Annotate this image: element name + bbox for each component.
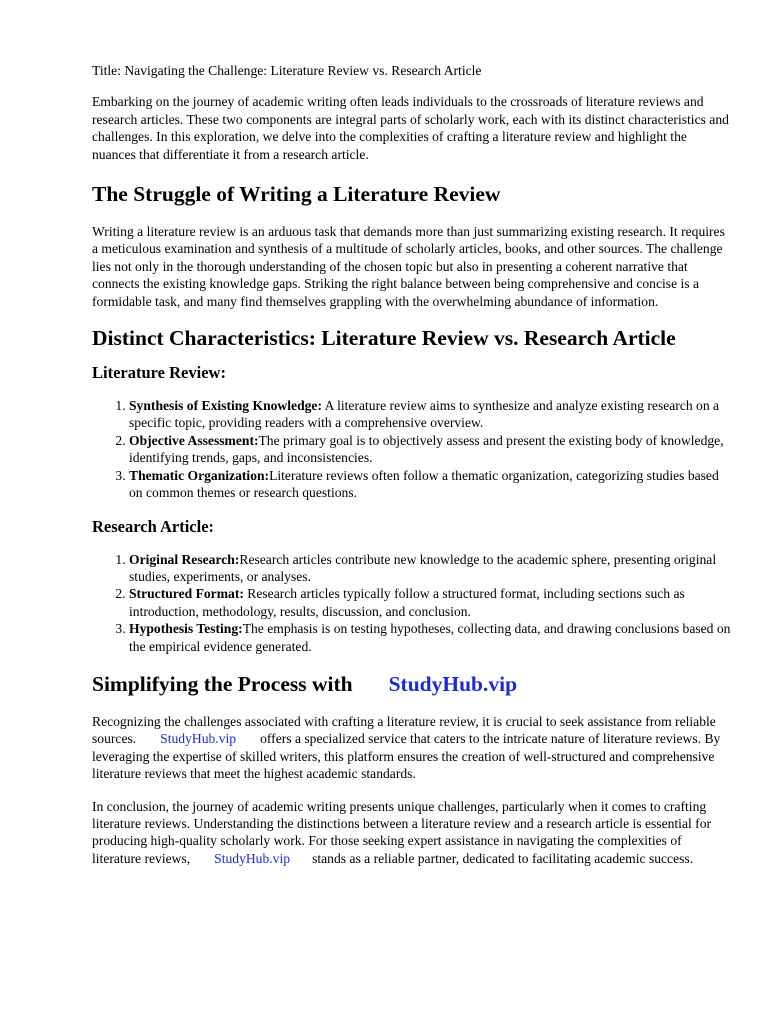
struggle-paragraph: Writing a literature review is an arduous task that demands more than just summarizing existing research. It requires a meticulous examination and synthesis of a multitude of scholarly articles, books, and other sources. The challenge lies not only in the thorough understanding of the chosen topic but also in presenting a coherent narrative that connects the existing knowledge gaps. Striking the right balance between being comprehensive and concise is a formidable task, and many find themselves grappling with the overwhelming abundance of information.	[92, 224, 725, 309]
list-item	[129, 620, 732, 655]
document-title-line: Title: Navigating the Challenge: Literature Review vs. Research Article	[92, 63, 482, 78]
list-item-text: The primary goal is to objectively assess and present the existing body of knowledge, identifying trends, gaps, and inconsistencies.	[129, 432, 724, 466]
list-item-text: The emphasis is on testing hypotheses, collecting data, and drawing conclusions based on the empirical evidence generated.	[129, 621, 731, 654]
studyhub-heading-link[interactable]: StudyHub.vip	[388, 671, 518, 696]
simplify-heading-text: Simplifying the Process with	[92, 671, 353, 696]
list-item	[129, 432, 732, 467]
literature-review-heading: Literature Review:	[92, 363, 226, 383]
simplify-paragraph	[92, 713, 732, 783]
list-item	[129, 585, 732, 620]
conclusion-text-part1: In conclusion, the journey of academic writing presents unique challenges, particularly when it comes to crafting literature reviews. Understanding the distinctions between a literature review and a research article is essential for producing high-quality scholarly work. For those seeking expert assistance in navigating the complexities of literature reviews,	[92, 798, 712, 866]
research-article-heading: Research Article:	[92, 516, 215, 536]
simplify-text-part1: Recognizing the challenges associated with crafting a literature review, it is crucial to seek assistance from reliable sources.	[92, 713, 716, 747]
list-item-term: Hypothesis Testing:	[129, 621, 243, 637]
literature-review-list	[92, 397, 732, 501]
distinct-heading: Distinct Characteristics: Literature Review vs. Research Article	[92, 326, 676, 351]
list-item-term: Synthesis of Existing Knowledge:	[129, 398, 322, 414]
list-item-text: Literature reviews often follow a thematic organization, categorizing studies based on common themes or research questions.	[129, 467, 719, 501]
simplify-text-part2: offers a specialized service that caters to the intricate nature of literature reviews. By leveraging the expertise of skilled writers, this platform ensures the creation of well-structured and comprehensive literature reviews that meet the highest academic standards.	[92, 731, 721, 782]
list-item	[129, 551, 732, 586]
intro-paragraph: Embarking on the journey of academic writing often leads individuals to the crossroads of literature reviews and research articles. These two components are integral parts of scholarly work, each with its distinct characteristics and challenges. In this exploration, we delve into the complexities of crafting a literature review and highlight the nuances that differentiate it from a research article.	[92, 94, 729, 162]
conclusion-text-part2: stands as a reliable partner, dedicated to facilitating academic success.	[312, 850, 694, 866]
list-item-term: Thematic Organization:	[129, 467, 270, 483]
struggle-heading: The Struggle of Writing a Literature Review	[92, 182, 501, 207]
studyhub-inline-link[interactable]: StudyHub.vip	[160, 731, 237, 747]
list-item-term: Objective Assessment:	[129, 432, 259, 448]
document-page	[92, 62, 732, 867]
list-item-text: A literature review aims to synthesize and analyze existing research on a specific topic, providing readers with a comprehensive overview.	[129, 398, 720, 431]
list-item	[129, 397, 732, 432]
research-article-list	[92, 551, 732, 655]
list-item-term: Structured Format:	[129, 586, 244, 602]
list-item-term: Original Research:	[129, 551, 240, 567]
list-item	[129, 467, 732, 502]
list-item-text: Research articles typically follow a structured format, including sections such as introduction, methodology, results, discussion, and conclusion.	[129, 586, 685, 619]
simplify-heading	[92, 671, 732, 697]
studyhub-conclusion-link[interactable]: StudyHub.vip	[214, 850, 291, 866]
conclusion-paragraph	[92, 798, 732, 868]
list-item-text: Research articles contribute new knowledge to the academic sphere, presenting original studies, experiments, or analyses.	[129, 551, 717, 584]
